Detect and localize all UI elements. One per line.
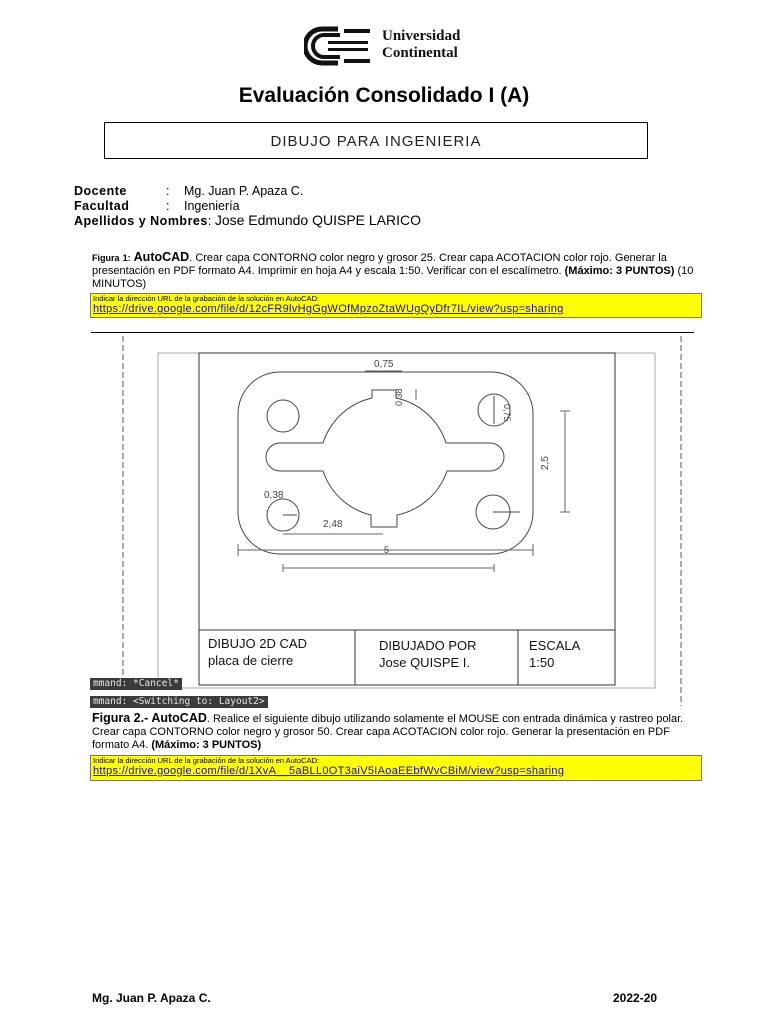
figure2-max-points: (Máximo: 3 PUNTOS) [151, 739, 262, 751]
colon: : [166, 184, 170, 198]
dim-label-top: 0,75 [374, 359, 394, 370]
titleblock-scale-label: ESCALA [529, 638, 581, 653]
titleblock-drawn-by-label: DIBUJADO POR [379, 638, 477, 653]
docente-value: Mg. Juan P. Apaza C. [184, 184, 304, 198]
colon: : [207, 214, 212, 228]
figure1-max-points: (Máximo: 3 PUNTOS) [564, 265, 675, 277]
nombres-label: Apellidos y Nombres [74, 214, 208, 228]
titleblock-drawing-subtitle: placa de cierre [208, 653, 294, 668]
logo-mark-icon [304, 26, 374, 66]
titleblock-scale-value: 1:50 [529, 655, 555, 670]
logo-text [382, 28, 460, 62]
dim-label-width: 5 [384, 545, 390, 555]
footer-period: 2022-20 [613, 991, 658, 1005]
figure1-description [92, 251, 702, 291]
logo-line2: Continental [382, 45, 458, 61]
titleblock-drawing-title: DIBUJO 2D CAD [208, 636, 307, 651]
autocad-command-line-2: mmand: <Switching to: Layout2> [90, 696, 268, 708]
divider-line [91, 332, 694, 333]
figure2-url-hint: Indicar la dirección URL de la grabación de la solución en AutoCAD: [93, 756, 320, 765]
figure2-software: AutoCAD [151, 711, 207, 725]
logo-line1: Universidad [382, 28, 461, 44]
figure1-text: . Crear capa CONTORNO color negro y grosor 25. Crear capa ACOTACION color rojo. Generar la presentación en PDF formato A4. Imprimir en hoja A4 y escala 1:50. Verificar con el escalímetro. [92, 252, 667, 277]
facultad-value: Ingeniería [184, 199, 240, 213]
figure1-time: (10 MINUTOS) [92, 265, 694, 290]
titleblock-drawn-by-value: Jose QUISPE I. [379, 655, 471, 670]
docente-row [74, 184, 303, 199]
dim-label-half-width: 2,48 [323, 519, 343, 530]
dim-label-slot: 0,38 [394, 388, 404, 406]
cad-drawing [90, 334, 702, 714]
figure1-software: AutoCAD [133, 250, 190, 264]
course-name-box: DIBUJO PARA INGENIERIA [104, 122, 648, 159]
figure1-url-link[interactable]: https://drive.google.com/file/d/12cFR9lvHgGgWOfMpzoZtaWUgQyDfr7IL/view?usp=sharing [93, 303, 564, 315]
facultad-label: Facultad [74, 199, 130, 213]
figure1-url-box [90, 293, 702, 318]
hole-top-left [267, 400, 299, 432]
docente-label: Docente [74, 184, 127, 198]
footer-author: Mg. Juan P. Apaza C. [92, 991, 211, 1005]
figure1-number: 1: [122, 253, 131, 263]
university-logo [304, 24, 494, 68]
figure2-text: . Realice el siguiente dibujo utilizando solamente el MOUSE con entrada dinámica y rastreo polar. Crear capa CONTORNO color negro y grosor 50. Crear capa ACOTACION color rojo. Generar la presentación en PDF formato A4. [92, 713, 684, 751]
autocad-command-line-1: mmand: *Cancel* [90, 678, 182, 690]
dim-label-height: 2,5 [540, 456, 551, 470]
colon: : [166, 199, 170, 213]
page-title: Evaluación Consolidado I (A) [238, 84, 530, 107]
dim-label-hole-left: 0,38 [264, 490, 284, 501]
dim-label-hole-right: 0,75 [502, 404, 512, 422]
nombres-value: Jose Edmundo QUISPE LARICO [214, 212, 422, 228]
figure2-label: Figura 2.- [92, 711, 149, 725]
figure2-url-box [90, 755, 702, 781]
nombres-row [74, 213, 421, 229]
figure2-url-link[interactable]: https://drive.google.com/file/d/1XvA__5aBLL0OT3aiV5IAoaEEbfWvCBiM/view?usp=sharing [93, 765, 565, 777]
central-hub-outline [266, 390, 504, 527]
figure1-url-hint: Indicar la dirección URL de la grabación de la solución en AutoCAD: [93, 294, 320, 303]
figure2-description [92, 712, 702, 752]
figure1-label: Figura [92, 253, 120, 263]
